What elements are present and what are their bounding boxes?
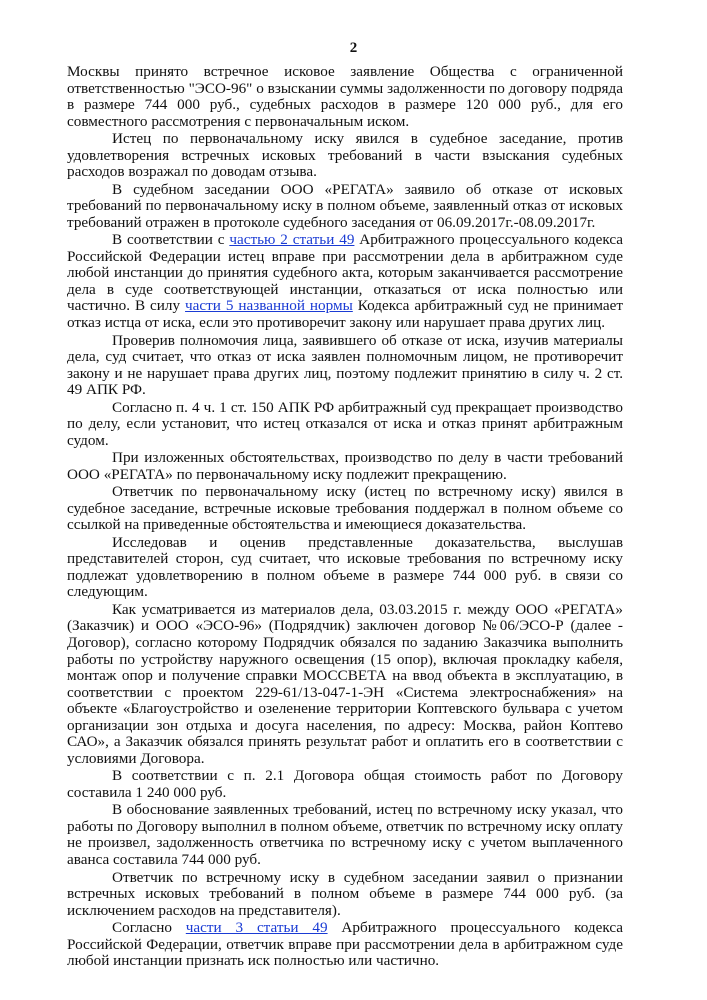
page-number: 2 bbox=[349, 40, 358, 56]
paragraph-text: Кодекса арбитражный суд не принимает отказ истца от иска, если это противоречит закону или нарушает права других лиц. bbox=[67, 297, 623, 332]
document-body bbox=[67, 64, 623, 970]
paragraph-text: Исследовав и оценив представленные доказательства, выслушав представителей сторон, суд считает, что исковые требования по встречному иску подлежат удовлетворению в полном объеме в размере 744 000 руб. в связи со следующим. bbox=[67, 533, 623, 601]
paragraph bbox=[67, 333, 623, 399]
paragraph-text: Истец по первоначальному иску явился в судебное заседание, против удовлетворения встречных исковых требований в части взыскания судебных расходов возражал по доводам отзыва. bbox=[67, 130, 623, 181]
paragraph-text: Согласно bbox=[112, 919, 186, 937]
paragraph-text: В судебном заседании ООО «РЕГАТА» заявило об отказе от исковых требований по первоначальному иску в полном объеме, заявленный отказ от исковых требований отражен в протоколе судебного заседания от 06.09.2017г.-08.09.2017г. bbox=[67, 180, 623, 231]
paragraph bbox=[67, 870, 623, 920]
paragraph-text: Арбитражного процессуального кодекса Российской Федерации, ответчик вправе при рассмотрении дела в арбитражном суде любой инстанции признать иск полностью или частично. bbox=[67, 919, 623, 970]
paragraph bbox=[67, 768, 623, 801]
paragraph bbox=[67, 182, 623, 232]
paragraph bbox=[67, 920, 623, 970]
paragraph-text: В соответствии с п. 2.1 Договора общая стоимость работ по Договору составила 1 240 000 руб. bbox=[67, 767, 623, 801]
paragraph-text: Как усматривается из материалов дела, 03.03.2015 г. между ООО «РЕГАТА» (Заказчик) и ООО «ЭСО-96» (Подрядчик) заключен договор №06/ЭСО-Р (далее - Договор), согласно которому Подрядчик обязался по заданию Заказчика выполнить работы по устройству наружного освещения (15 опор), включая прокладку кабеля, монтаж опор и получение справки МОССВЕТА на ввод объекта в эксплуатацию, в соответствии с проектом 229-61/13-047-1-ЭН «Система электроснабжения» на объекте «Благоустройство и озеленение территории Коптевского бульвара с учетом организации зон отдыха и досуга населения, по адресу: Москва, район Коптево САО», а Заказчик обязался принять результат работ и оплатить его в соответствии с условиями Договора. bbox=[67, 600, 623, 767]
paragraph bbox=[67, 535, 623, 601]
paragraph-text: Согласно п. 4 ч. 1 ст. 150 АПК РФ арбитражный суд прекращает производство по делу, если установит, что истец отказался от иска и отказ принят арбитражным судом. bbox=[67, 398, 623, 449]
paragraph-text: В обоснование заявленных требований, истец по встречному иску указал, что работы по Договору выполнил в полном объеме, ответчик по встречному иску оплату не произвел, задолженность ответчика по встречному иску с учетом выплаченного аванса составила 744 000 руб. bbox=[67, 801, 623, 869]
paragraph bbox=[67, 131, 623, 181]
paragraph-text: Ответчик по первоначальному иску (истец по встречному иску) явился в судебное заседание, встречные исковые требования поддержал в полном объеме со ссылкой на приведенные обстоятельства и имеющиеся доказательства. bbox=[67, 483, 623, 534]
paragraph bbox=[67, 400, 623, 450]
paragraph bbox=[67, 450, 623, 483]
paragraph-text: В соответствии с bbox=[112, 231, 230, 249]
paragraph bbox=[67, 64, 623, 130]
paragraph bbox=[67, 802, 623, 868]
paragraph-text: Проверив полномочия лица, заявившего об отказе от иска, изучив материалы дела, суд считает, что отказ от иска заявлен полномочным лицом, не противоречит закону и не нарушает права других лиц, поэтому подлежит принятию в силу ч. 2 ст. 49 АПК РФ. bbox=[67, 331, 623, 399]
paragraph bbox=[67, 602, 623, 767]
law-reference-link[interactable]: части 5 названной нормы bbox=[185, 297, 353, 315]
paragraph bbox=[67, 232, 623, 331]
paragraph-text: Ответчик по встречному иску в судебном заседании заявил о признании встречных исковых требований в полном объеме в размере 744 000 руб. (за исключением расходов на представителя). bbox=[67, 868, 623, 919]
paragraph-text: Арбитражного процессуального кодекса Российской Федерации истец вправе при рассмотрении дела в арбитражном суде любой инстанции до принятия судебного акта, которым заканчивается рассмотрение дела в суде соответствующей инстанции, отказаться от иска полностью или частично. В силу bbox=[67, 231, 623, 315]
paragraph-text: Москвы принято встречное исковое заявление Общества с ограниченной ответственностью "ЭСО-96" о взыскании суммы задолженности по договору подряда в размере 744 000 руб., судебных расходов в размере 120 000 руб., для его совместного рассмотрения с первоначальным иском. bbox=[67, 63, 623, 130]
law-reference-link[interactable]: части 3 статьи 49 bbox=[185, 919, 328, 937]
paragraph-text: При изложенных обстоятельствах, производство по делу в части требований ООО «РЕГАТА» по первоначальному иску подлежит прекращению. bbox=[67, 449, 623, 483]
paragraph bbox=[67, 484, 623, 534]
law-reference-link[interactable]: частью 2 статьи 49 bbox=[229, 231, 355, 249]
